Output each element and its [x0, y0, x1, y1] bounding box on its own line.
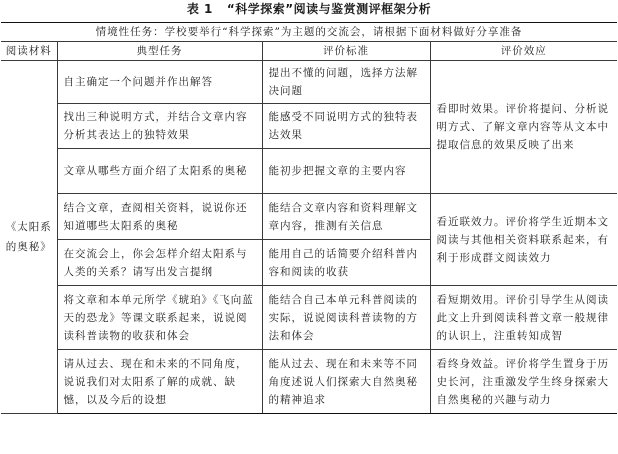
- task-cell: 结合文章，查阅相关资料，说说你还知道哪些太阳系的奥秘: [57, 194, 262, 240]
- criterion-cell: 能结合自己本单元科普阅读的实际，说说阅读科普读物的方法和体会: [262, 286, 430, 350]
- effect-cell: 看即时效果。评价将提问、分析说明方式、了解文章内容等从文本中提取信息的效果反映了出来: [430, 61, 617, 194]
- task-cell: 文章从哪些方面介绍了太阳系的奥秘: [57, 149, 262, 194]
- context-row: [1, 23, 617, 42]
- header-task: 典型任务: [57, 42, 262, 61]
- criterion-cell: 能初步把握文章的主要内容: [262, 149, 430, 194]
- table-caption: [0, 0, 618, 22]
- task-cell: 自主确定一个问题并作出解答: [57, 61, 262, 104]
- table-title: “科学探索”阅读与鉴赏测评框架分析: [226, 2, 432, 16]
- header-criterion: 评价标准: [262, 42, 430, 61]
- criterion-cell: 提出不懂的问题，选择方法解决问题: [262, 61, 430, 104]
- task-cell: 将文章和本单元所学《琥珀》《飞向蓝天的恐龙》等课文联系起来，说说阅读科普读物的收获和体会: [57, 286, 262, 350]
- task-cell: 在交流会上，你会怎样介绍太阳系与人类的关系？请写出发言提纲: [57, 240, 262, 286]
- task-cell: 请从过去、现在和未来的不同角度，说说我们对太阳系了解的成就、缺憾，以及今后的设想: [57, 350, 262, 414]
- header-effect: 评价效应: [430, 42, 617, 61]
- table-row: [1, 350, 617, 414]
- reading-material-cell: 《太阳系的奥秘》: [1, 61, 57, 414]
- effect-cell: 看短期效用。评价引导学生从阅读此文上升到阅读科普文章一般规律的认识上，注重转知成智: [430, 286, 617, 350]
- criterion-cell: 能感受不同说明方式的独特表达效果: [262, 104, 430, 149]
- context-task: 情境性任务：学校要举行“科学探索”为主题的交流会，请根据下面材料做好分享准备: [1, 23, 617, 42]
- effect-cell: 看近联效力。评价将学生近期本文阅读与其他相关资料联系起来，有利于形成群文阅读效力: [430, 194, 617, 286]
- table-row: [1, 286, 617, 350]
- criterion-cell: 能结合文章内容和资料理解文章内容，推测有关信息: [262, 194, 430, 240]
- table-number: 表 1: [186, 2, 213, 16]
- header-material: 阅读材料: [1, 42, 57, 61]
- task-cell: 找出三种说明方式，并结合文章内容分析其表达上的独特效果: [57, 104, 262, 149]
- table-row: [1, 194, 617, 240]
- effect-cell: 看终身效益。评价将学生置身于历史长河，注重激发学生终身探索大自然奥秘的兴趣与动力: [430, 350, 617, 414]
- evaluation-framework-table: [1, 22, 617, 414]
- criterion-cell: 能从过去、现在和未来等不同角度述说人们探索大自然奥秘的精神追求: [262, 350, 430, 414]
- criterion-cell: 能用自己的话简要介绍科普内容和阅读的收获: [262, 240, 430, 286]
- table-row: [1, 61, 617, 104]
- header-row: [1, 42, 617, 61]
